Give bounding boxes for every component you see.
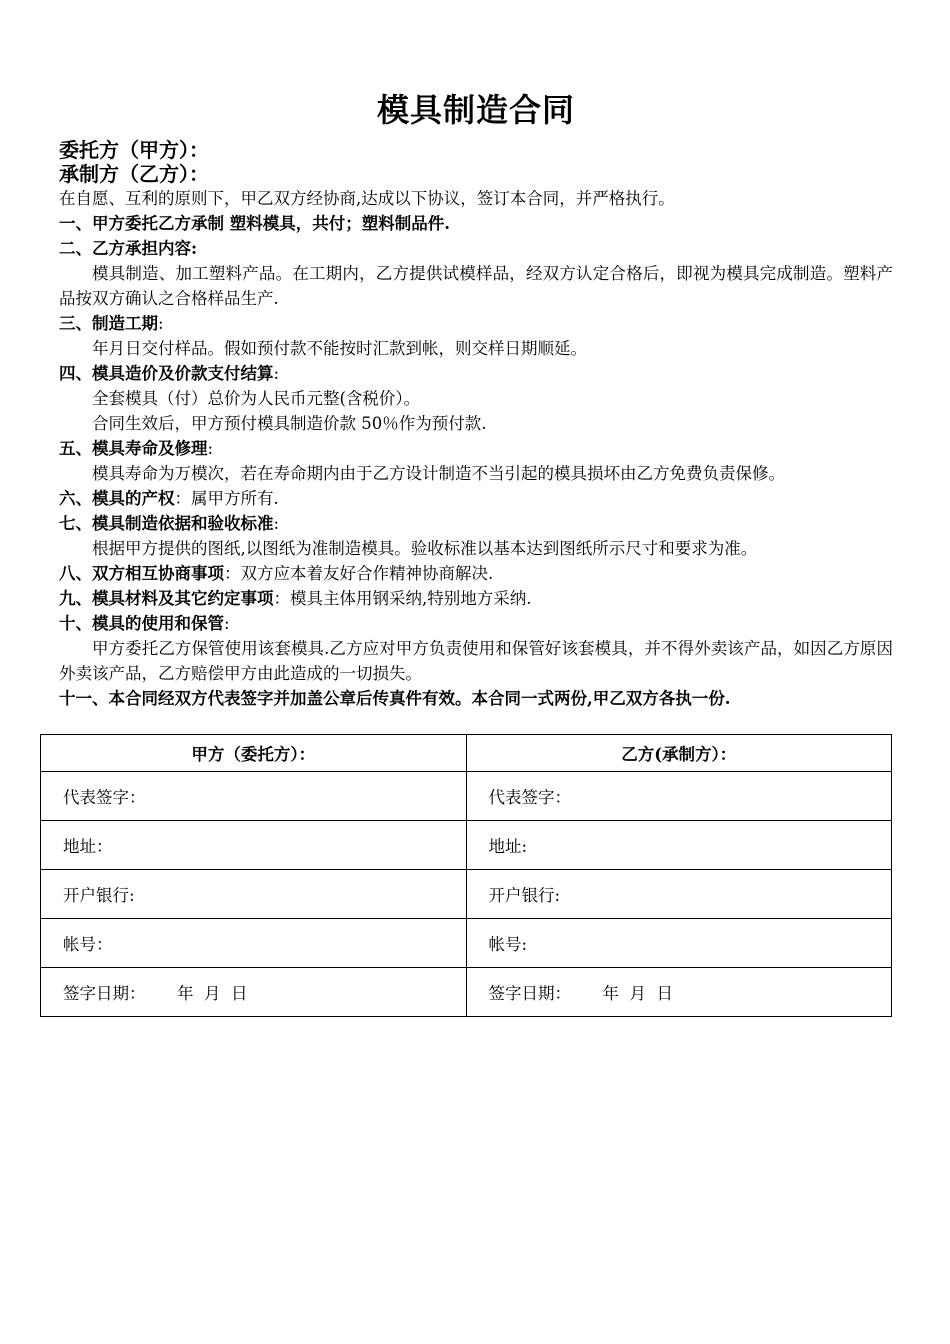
section-3 [59,311,893,336]
section-10-heading: 十、模具的使用和保管 [59,614,224,633]
section-5-body: 模具寿命为万模次，若在寿命期内由于乙方设计制造不当引起的模具损坏由乙方免费负责保修。 [92,464,785,483]
section-9 [59,586,893,611]
table-row [41,821,892,870]
party-b-account-field[interactable]: 帐号: [466,919,892,968]
signature-table [40,734,892,1017]
table-row [41,772,892,821]
table-row [41,870,892,919]
section-9-heading: 九、模具材料及其它约定事项 [59,589,274,608]
party-a-bank-field[interactable]: 开户银行: [41,870,467,919]
party-a-address-field[interactable]: 地址： [41,821,467,870]
party-b-date-field[interactable]: 签字日期： 年 月 日 [466,968,892,1017]
party-b-signature-field[interactable]: 代表签字： [466,772,892,821]
section-8 [59,561,893,586]
section-4-heading: 四、模具造价及价款支付结算 [59,364,274,383]
section-4-tail: : [273,364,280,383]
section-6-tail: ：属甲方所有. [174,489,279,508]
section-9-tail: ：模具主体用钢采纳,特别地方采纳. [273,589,532,608]
document-title: 模具制造合同 [376,91,575,129]
section-10-tail: : [224,614,230,633]
section-2-heading: 二、乙方承担内容: [59,239,198,258]
section-7-tail: : [273,514,280,533]
section-11-heading: 十一、本合同经双方代表签字并加盖公章后传真件有效。本合同一式两份,甲乙双方各执一份. [59,689,731,708]
signature-table-header [41,735,892,772]
party-a-header: 甲方（委托方）： [41,735,467,772]
section-6 [59,486,893,511]
section-7-body: 根据甲方提供的图纸,以图纸为准制造模具。验收标准以基本达到图纸所示尺寸和要求为准。 [92,539,758,558]
section-4-body-1: 全套模具（付）总价为人民币元整(含税价）。 [92,389,421,408]
section-7 [59,511,893,536]
section-10-body: 甲方委托乙方保管使用该套模具.乙方应对甲方负责使用和保管好该套模具，并不得外卖该产品，如因乙方原因外卖该产品，乙方赔偿甲方由此造成的一切损失。 [59,639,893,683]
contract-page [59,88,893,711]
section-5-heading: 五、模具寿命及修理 [59,439,208,458]
section-8-heading: 八、双方相互协商事项 [59,564,224,583]
party-a-signature-field[interactable]: 代表签字： [41,772,467,821]
party-a-account-field[interactable]: 帐号： [41,919,467,968]
section-7-heading: 七、模具制造依据和验收标准 [59,514,274,533]
party-a-date-field[interactable]: 签字日期： 年 月 日 [41,968,467,1017]
section-8-tail: ：双方应本着友好合作精神协商解决. [224,564,494,583]
intro-text: 在自愿、互利的原则下，甲乙双方经协商,达成以下协议，签订本合同，并严格执行。 [59,189,675,208]
table-row [41,919,892,968]
section-6-heading: 六、模具的产权 [59,489,175,508]
party-b-header: 乙方(承制方）： [466,735,892,772]
section-5-tail: : [207,439,214,458]
party-b-address-field[interactable]: 地址: [466,821,892,870]
section-4-body-2: 合同生效后，甲方预付模具制造价款 50％作为预付款. [92,414,487,433]
section-3-heading: 三、制造工期 [59,314,158,333]
party-b-bank-field[interactable]: 开户银行: [466,870,892,919]
section-2-body: 模具制造、加工塑料产品。在工期内，乙方提供试模样品，经双方认定合格后，即视为模具完成制造。塑料产品按双方确认之合格样品生产. [59,264,893,308]
section-4 [59,361,893,386]
party-b-label: 承制方（乙方）： [59,162,209,186]
table-row [41,968,892,1017]
section-3-tail: : [158,314,164,333]
section-5 [59,436,893,461]
section-3-body: 年月日交付样品。假如预付款不能按时汇款到帐，则交样日期顺延。 [92,339,587,358]
section-1-heading: 一、甲方委托乙方承制 塑料模具，共付；塑料制品件. [59,214,450,233]
section-10 [59,611,893,636]
party-a-label: 委托方（甲方）： [59,138,209,162]
